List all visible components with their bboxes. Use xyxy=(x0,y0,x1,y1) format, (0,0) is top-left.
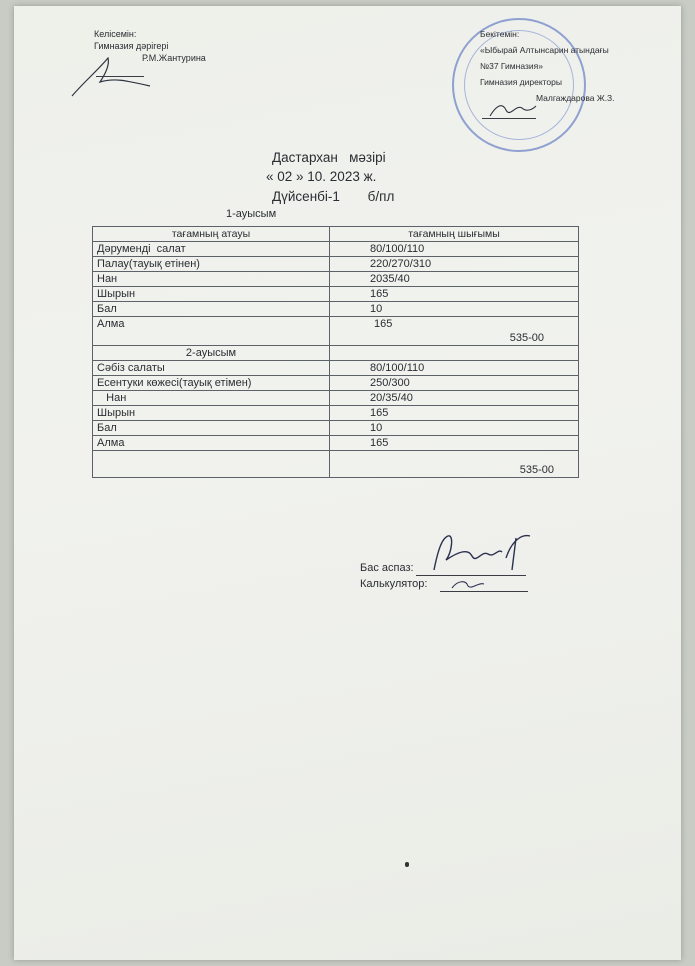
table-row xyxy=(93,436,579,451)
table-row xyxy=(93,287,579,302)
dish-name: Бал xyxy=(93,302,330,317)
dish-yield: 165 xyxy=(330,406,579,421)
dish-name: Нан xyxy=(93,272,330,287)
approval-left-name: Р.М.Жантурина xyxy=(142,53,206,63)
table-row xyxy=(93,421,579,436)
table-row xyxy=(93,317,579,346)
dish-name: Шырын xyxy=(93,406,330,421)
approval-right-role: Гимназия директоры xyxy=(480,77,562,87)
approval-right-school: «Ыбырай Алтынсарин атындағы xyxy=(480,45,609,55)
approval-right xyxy=(480,26,615,106)
header-dish-name: тағамның атауы xyxy=(93,227,330,242)
shift2-label: 2-ауысым xyxy=(93,346,330,361)
header-dish-yield: тағамның шығымы xyxy=(330,227,579,242)
calculator-signature xyxy=(448,578,488,592)
dish-name: Нан xyxy=(93,391,330,406)
dish-yield: 165 xyxy=(330,287,579,302)
dish-yield: 165 xyxy=(330,436,579,451)
dish-yield: 220/270/310 xyxy=(330,257,579,272)
ink-spot xyxy=(405,862,409,867)
table-row xyxy=(93,302,579,317)
dish-yield: 20/35/40 xyxy=(330,391,579,406)
table-row xyxy=(93,391,579,406)
shift2-blank xyxy=(330,346,579,361)
chef-label: Бас аспаз: xyxy=(360,562,414,574)
approval-left-role: Гимназия дәрігері xyxy=(94,41,169,51)
dish-name: Шырын xyxy=(93,287,330,302)
approval-right-title: Бекітемін: xyxy=(480,29,520,39)
dish-yield: 80/100/110 xyxy=(330,361,579,376)
table-row xyxy=(93,272,579,287)
table-row xyxy=(93,376,579,391)
approval-right-name: Малгаждарова Ж.З. xyxy=(536,93,615,103)
dish-yield: 165 xyxy=(374,318,393,330)
dish-name: Палау(тауық етінен) xyxy=(93,257,330,272)
table-row xyxy=(93,361,579,376)
calculator-label: Калькулятор: xyxy=(360,578,428,590)
shift2-total-value: 535-00 xyxy=(330,451,579,478)
approval-right-number: №37 Гимназия» xyxy=(480,61,543,71)
dish-yield: 2035/40 xyxy=(330,272,579,287)
menu-date: « 02 » 10. 2023 ж. xyxy=(266,169,377,184)
dish-name: Есентуки көжесі(тауық етімен) xyxy=(93,376,330,391)
dish-yield: 10 xyxy=(330,421,579,436)
chef-signature xyxy=(428,530,538,576)
director-signature xyxy=(488,100,538,120)
table-row xyxy=(93,242,579,257)
menu-title: Дастархан мәзірі xyxy=(272,150,386,165)
dish-name: Сәбіз салаты xyxy=(93,361,330,376)
dish-yield: 250/300 xyxy=(330,376,579,391)
dish-name: Дәруменді салат xyxy=(93,242,330,257)
table-row xyxy=(93,406,579,421)
menu-table xyxy=(92,226,579,478)
approval-left-title: Келісемін: xyxy=(94,29,137,39)
dish-name: Бал xyxy=(93,421,330,436)
doctor-signature xyxy=(64,52,154,98)
shift1-total xyxy=(330,317,579,346)
menu-day xyxy=(272,189,394,204)
shift2-row xyxy=(93,346,579,361)
menu-code: б/пл xyxy=(367,189,395,204)
shift1-label: 1-ауысым xyxy=(226,208,277,220)
shift2-total-blank xyxy=(93,451,330,478)
dish-yield: 10 xyxy=(330,302,579,317)
dish-yield: 80/100/110 xyxy=(330,242,579,257)
shift2-total-row xyxy=(93,451,579,478)
shift1-total-value: 535-00 xyxy=(509,332,544,344)
dish-name: Алма xyxy=(93,436,330,451)
table-row xyxy=(93,257,579,272)
table-header-row xyxy=(93,227,579,242)
menu-day-name: Дүйсенбі-1 xyxy=(272,189,340,204)
dish-name: Алма xyxy=(93,317,330,346)
